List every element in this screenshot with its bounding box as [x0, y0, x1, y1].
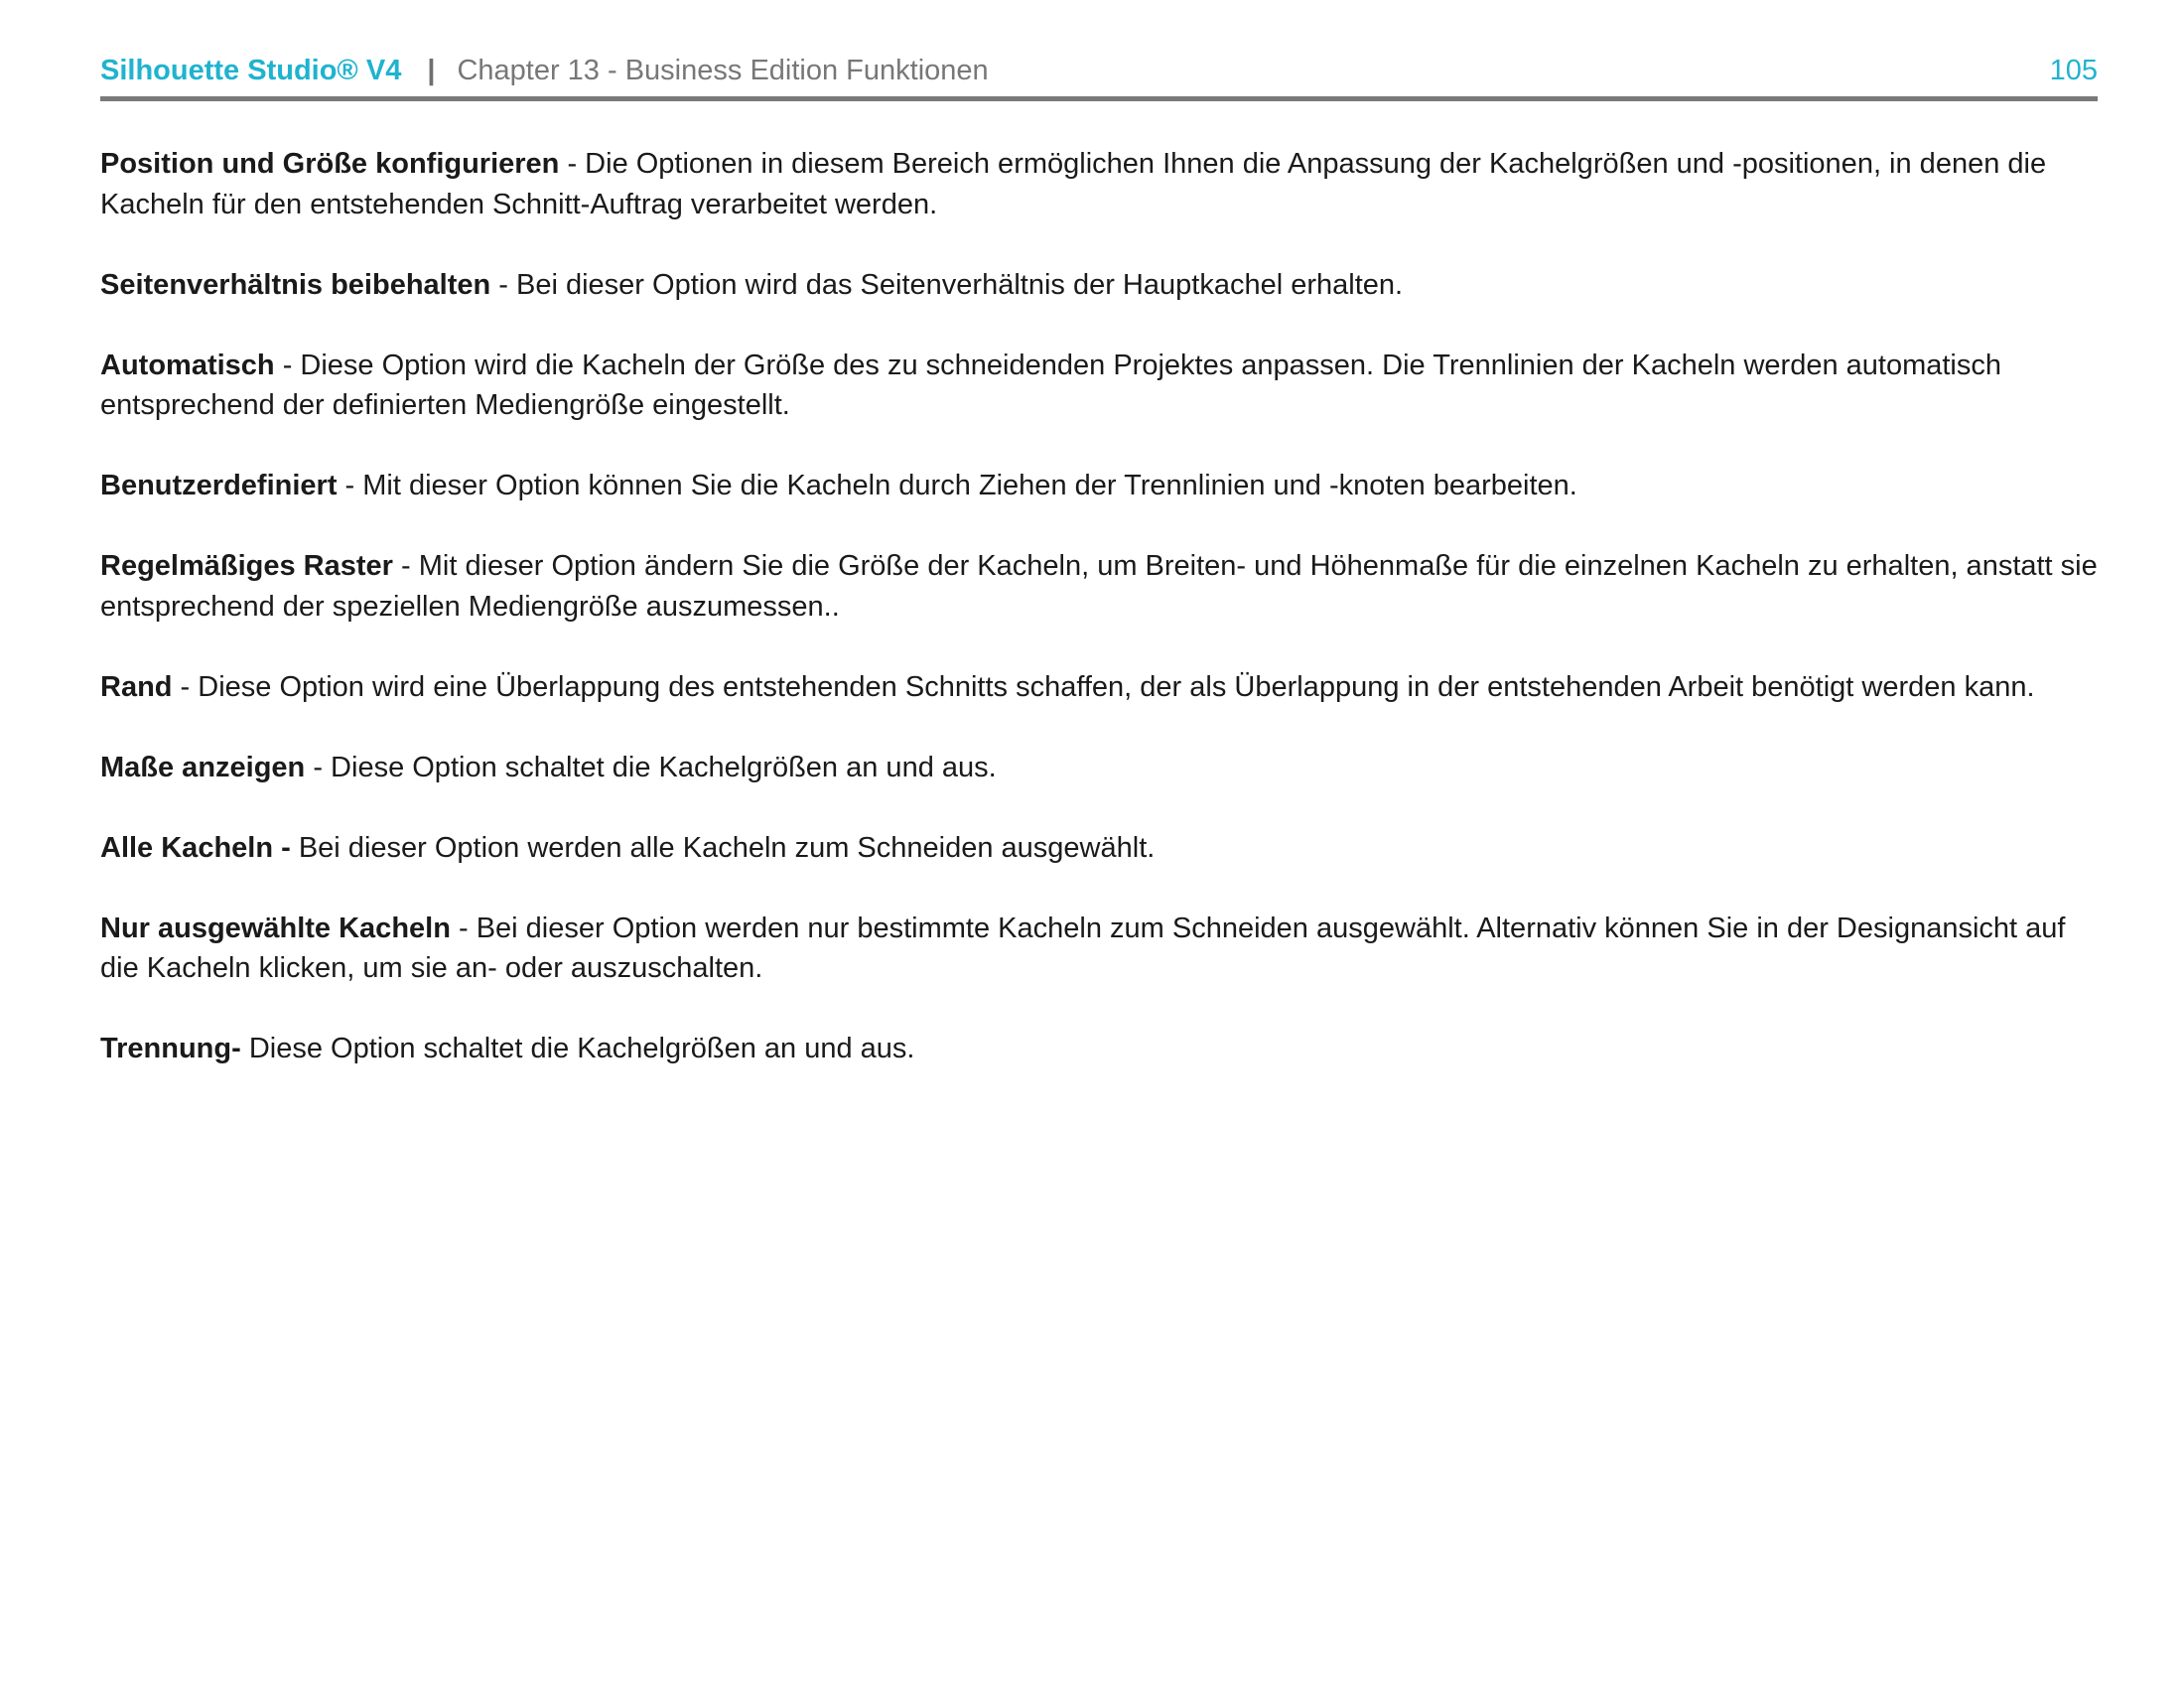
definition-entry — [100, 265, 2098, 306]
definition-text: - Diese Option wird die Kacheln der Größe des zu schneidenden Projektes anpassen. Die Trennlinien der Kacheln werden automatisch entsprechend der definierten Mediengröße eingestellt. — [100, 349, 2002, 421]
definition-text: - Mit dieser Option können Sie die Kacheln durch Ziehen der Trennlinien und -knoten bearbeiten. — [337, 470, 1577, 501]
definition-term: Rand — [100, 670, 173, 703]
definition-entry — [100, 144, 2098, 224]
definition-text: - Mit dieser Option ändern Sie die Größe der Kacheln, um Breiten- und Höhenmaße für die einzelnen Kacheln zu erhalten, anstatt sie entsprechend der speziellen Mediengröße auszumessen.. — [100, 550, 2098, 623]
header-divider — [100, 96, 2098, 101]
definition-term: Alle Kacheln - — [100, 831, 291, 864]
definition-entry — [100, 1029, 2098, 1069]
definition-entry — [100, 466, 2098, 506]
definition-text: - Bei dieser Option werden nur bestimmte Kacheln zum Schneiden ausgewählt. Alternativ können Sie in der Designansicht auf die Kacheln klicken, um sie an- oder auszuschalten. — [100, 912, 2066, 984]
definition-text: Bei dieser Option werden alle Kacheln zum Schneiden ausgewählt. — [290, 831, 1156, 864]
definition-text: - Diese Option wird eine Überlappung des entstehenden Schnitts schaffen, der als Überlappung in der entstehenden Arbeit benötigt werden kann. — [172, 670, 2035, 703]
definition-term: Regelmäßiges Raster — [100, 550, 393, 582]
definition-entry — [100, 828, 2098, 869]
definition-term: Benutzerdefiniert — [100, 470, 338, 501]
definition-entry — [100, 346, 2098, 426]
definition-term: Position und Größe konfigurieren — [100, 148, 560, 180]
page-number: 105 — [2049, 55, 2098, 86]
definition-term: Trennung- — [100, 1033, 241, 1064]
chapter-title: Chapter 13 - Business Edition Funktionen — [457, 55, 989, 86]
definition-entry — [100, 748, 2098, 788]
document-body — [100, 144, 2098, 1109]
definition-term: Seitenverhältnis beibehalten — [100, 268, 491, 301]
definition-entry — [100, 909, 2098, 989]
definition-text: - Diese Option schaltet die Kachelgrößen an und aus. — [305, 751, 997, 783]
definition-term: Nur ausgewählte Kacheln — [100, 912, 451, 944]
definition-text: - Bei dieser Option wird das Seitenverhältnis der Hauptkachel erhalten. — [490, 268, 1404, 301]
definition-text: - Die Optionen in diesem Bereich ermöglichen Ihnen die Anpassung der Kachelgrößen und -positionen, in denen die Kacheln für den entstehenden Schnitt-Auftrag verarbeitet werden. — [100, 148, 2047, 220]
definition-term: Automatisch — [100, 349, 275, 381]
header-separator: | — [427, 55, 436, 86]
page-header — [100, 48, 2098, 93]
brand-title: Silhouette Studio® V4 — [100, 55, 402, 86]
definition-text: Diese Option schaltet die Kachelgrößen an und aus. — [240, 1033, 915, 1064]
definition-entry — [100, 546, 2098, 627]
definition-term: Maße anzeigen — [100, 751, 306, 783]
definition-entry — [100, 667, 2098, 708]
